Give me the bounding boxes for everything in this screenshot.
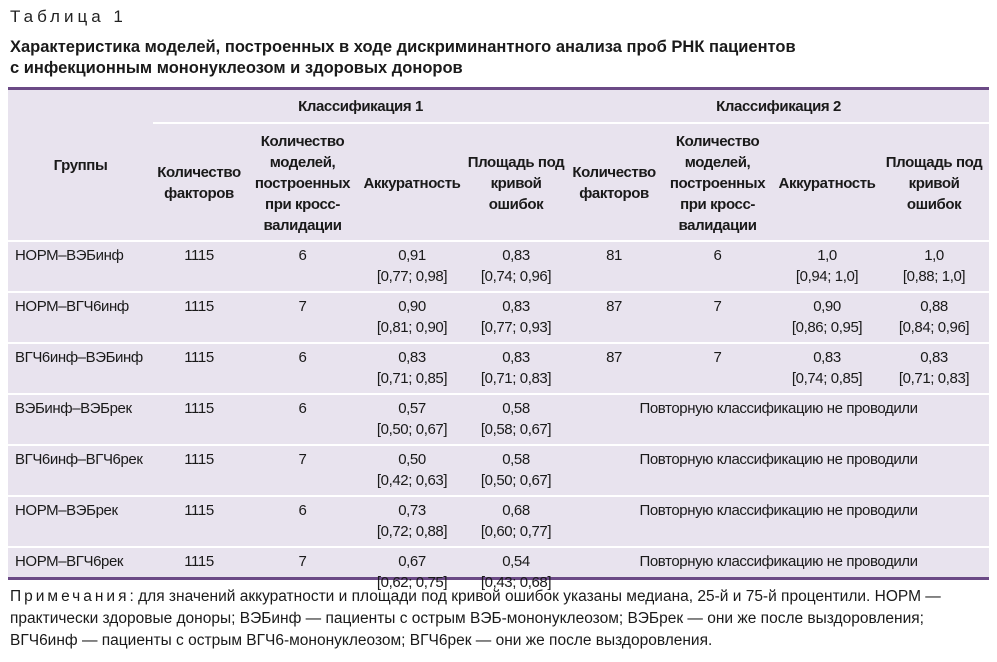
cell-c1-factors: 1115 <box>184 502 214 519</box>
header-c2-factors: Количество факторов <box>572 164 656 202</box>
interval: [0,84; 0,96] <box>898 319 970 336</box>
table-title-line1: Характеристика моделей, построенных в ходе дискриминантного анализа проб РНК пациентов <box>10 38 796 56</box>
table-row <box>8 394 989 445</box>
cell-c2-auc <box>879 292 989 343</box>
table-row <box>8 343 989 394</box>
value: 0,57 <box>398 400 426 417</box>
header-c1-auc: Площадь под кривой ошибок <box>467 153 565 213</box>
interval: [0,86; 0,95] <box>791 319 863 336</box>
interval: [0,77; 0,98] <box>376 268 448 285</box>
table-row <box>8 445 989 496</box>
cell-c1-factors: 1115 <box>184 400 214 417</box>
cell-c1-accuracy <box>360 241 464 292</box>
table-title-line2: с инфекционным мононуклеозом и здоровых доноров <box>10 59 463 77</box>
cell-c1-factors: 1115 <box>184 451 214 468</box>
value: 0,83 <box>502 247 530 264</box>
row-group: ВГЧ6инф–ВЭБинф <box>15 349 143 366</box>
cell-c2-auc <box>879 241 989 292</box>
interval: [0,71; 0,85] <box>376 370 448 387</box>
cell-c1-models: 7 <box>298 451 307 468</box>
cell-c1-factors: 1115 <box>184 553 214 570</box>
table-body <box>8 241 989 597</box>
interval: [0,81; 0,90] <box>376 319 448 336</box>
value: 0,90 <box>813 298 841 315</box>
interval: [0,71; 0,83] <box>480 370 552 387</box>
results-table-grid <box>8 90 989 597</box>
interval: [0,58; 0,67] <box>480 421 552 438</box>
cell-c1-models: 6 <box>298 502 307 519</box>
cell-c1-models: 6 <box>298 400 307 417</box>
interval: [0,43; 0,68] <box>480 574 552 591</box>
value: 1,0 <box>817 247 837 264</box>
interval: [0,77; 0,93] <box>480 319 552 336</box>
cell-c1-accuracy <box>360 394 464 445</box>
cell-c1-auc <box>464 496 568 547</box>
interval: [0,62; 0,75] <box>376 574 448 591</box>
cell-no-repeat: Повторную классификацию не проводили <box>639 451 918 468</box>
cell-c2-models: 7 <box>713 349 722 366</box>
header-c1-factors: Количество факторов <box>157 164 241 202</box>
cell-c2-factors: 87 <box>606 298 622 315</box>
value: 0,83 <box>813 349 841 366</box>
cell-c2-factors: 81 <box>606 247 622 264</box>
cell-c1-auc <box>464 241 568 292</box>
cell-c1-models: 6 <box>298 349 307 366</box>
value: 0,88 <box>920 298 948 315</box>
table-header <box>8 90 989 241</box>
table-row <box>8 292 989 343</box>
cell-c1-factors: 1115 <box>184 349 214 366</box>
cell-no-repeat: Повторную классификацию не проводили <box>639 502 918 519</box>
table-note <box>10 586 992 652</box>
cell-c1-accuracy <box>360 343 464 394</box>
header-classification-2: Классификация 2 <box>568 90 989 123</box>
value: 1,0 <box>924 247 944 264</box>
value: 0,68 <box>502 502 530 519</box>
value: 0,58 <box>502 400 530 417</box>
cell-c1-accuracy <box>360 445 464 496</box>
header-c2-auc: Площадь под кривой ошибок <box>885 153 983 213</box>
value: 0,58 <box>502 451 530 468</box>
interval: [0,42; 0,63] <box>376 472 448 489</box>
value: 0,73 <box>398 502 426 519</box>
cell-c2-models: 6 <box>713 247 722 264</box>
header-groups: Группы <box>53 156 108 174</box>
value: 0,54 <box>502 553 530 570</box>
cell-c2-models: 7 <box>713 298 722 315</box>
table-title <box>10 37 970 79</box>
interval: [0,60; 0,77] <box>480 523 552 540</box>
header-c1-accuracy: Аккуратность <box>363 174 461 192</box>
value: 0,83 <box>502 349 530 366</box>
value: 0,50 <box>398 451 426 468</box>
interval: [0,74; 0,85] <box>791 370 863 387</box>
interval: [0,50; 0,67] <box>376 421 448 438</box>
results-table <box>8 87 989 591</box>
cell-c1-models: 7 <box>298 298 307 315</box>
cell-c1-auc <box>464 292 568 343</box>
row-group: ВГЧ6инф–ВГЧ6рек <box>15 451 143 468</box>
interval: [0,72; 0,88] <box>376 523 448 540</box>
cell-no-repeat: Повторную классификацию не проводили <box>639 400 918 417</box>
value: 0,83 <box>920 349 948 366</box>
cell-c2-accuracy <box>775 292 879 343</box>
row-group: НОРМ–ВЭБинф <box>15 247 124 264</box>
value: 0,91 <box>398 247 426 264</box>
cell-c1-accuracy <box>360 496 464 547</box>
row-group: ВЭБинф–ВЭБрек <box>15 400 132 417</box>
cell-c1-models: 7 <box>298 553 307 570</box>
header-classification-1: Классификация 1 <box>153 90 568 123</box>
table-row <box>8 496 989 547</box>
note-text: : для значений аккуратности и площади под кривой ошибок указаны медиана, 25-й и 75-й процентили. НОРМ — практически здоровые доноры; ВЭБинф — пациенты с острым ВЭБ-мононуклеозом; ВЭБрек — они же после выздоровления; ВГЧ6инф — пациенты с острым ВГЧ6-мононуклеозом; ВГЧ6рек — они же после выздоровления. <box>10 588 941 649</box>
cell-c1-auc <box>464 394 568 445</box>
cell-no-repeat: Повторную классификацию не проводили <box>639 553 918 570</box>
cell-c2-accuracy <box>775 241 879 292</box>
cell-c1-factors: 1115 <box>184 298 214 315</box>
value: 0,83 <box>502 298 530 315</box>
interval: [0,71; 0,83] <box>898 370 970 387</box>
cell-c1-factors: 1115 <box>184 247 214 264</box>
row-group: НОРМ–ВЭБрек <box>15 502 118 519</box>
row-group: НОРМ–ВГЧ6рек <box>15 553 124 570</box>
header-c2-accuracy: Аккуратность <box>778 174 876 192</box>
value: 0,67 <box>398 553 426 570</box>
cell-c2-factors: 87 <box>606 349 622 366</box>
header-c1-models: Количество моделей, построенных при кросс-валидации <box>254 132 351 234</box>
cell-c1-models: 6 <box>298 247 307 264</box>
cell-c1-auc <box>464 343 568 394</box>
interval: [0,88; 1,0] <box>902 268 966 285</box>
note-label: Примечания <box>10 588 130 605</box>
value: 0,90 <box>398 298 426 315</box>
row-group: НОРМ–ВГЧ6инф <box>15 298 129 315</box>
table-row <box>8 241 989 292</box>
header-c2-models: Количество моделей, построенных при кросс-валидации <box>669 132 766 234</box>
interval: [0,94; 1,0] <box>795 268 859 285</box>
cell-c1-accuracy <box>360 292 464 343</box>
cell-c1-auc <box>464 445 568 496</box>
interval: [0,50; 0,67] <box>480 472 552 489</box>
value: 0,83 <box>398 349 426 366</box>
cell-c2-auc <box>879 343 989 394</box>
cell-c2-accuracy <box>775 343 879 394</box>
interval: [0,74; 0,96] <box>480 268 552 285</box>
table-caption: Таблица 1 <box>10 7 127 26</box>
